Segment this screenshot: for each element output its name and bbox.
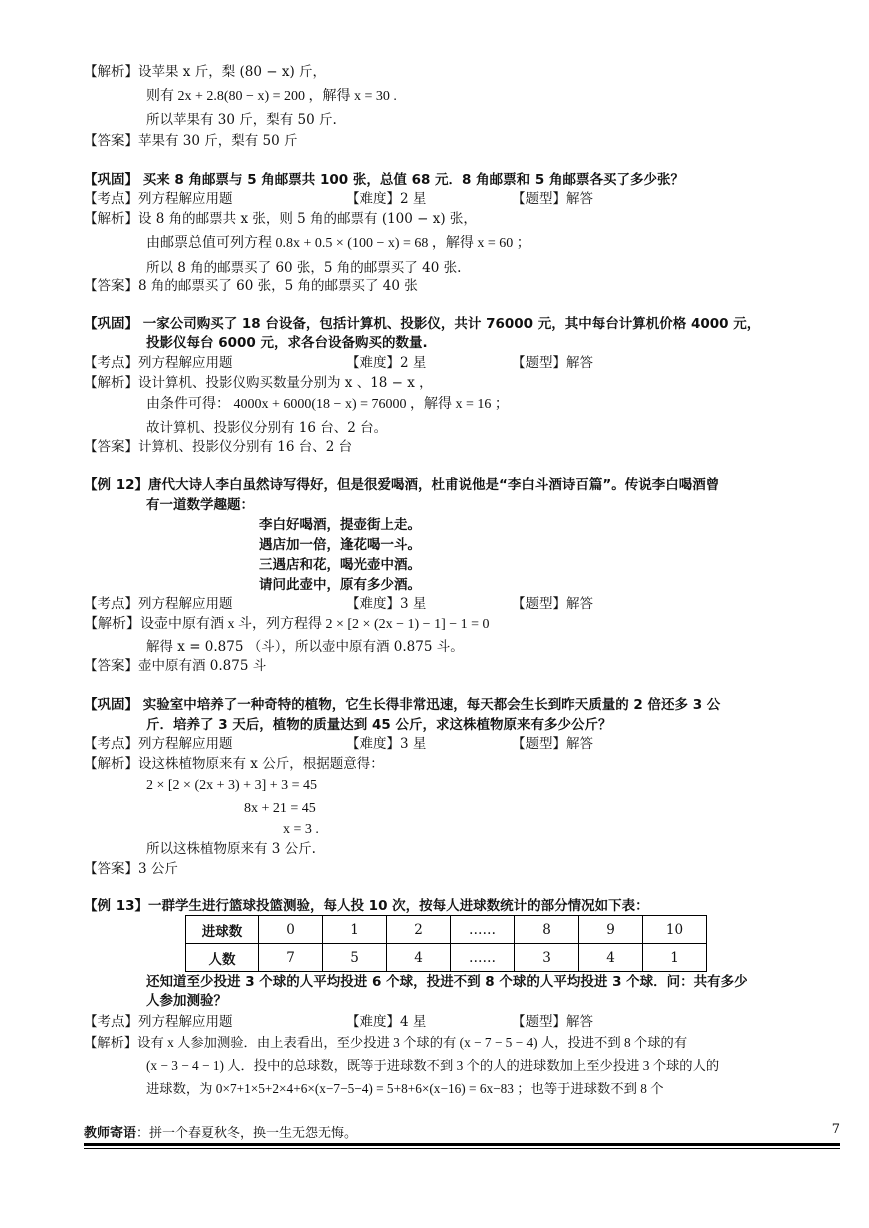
example-question: 【例 13】一群学生进行篮球投篮测验，每人投 10 次，按每人进球数统计的部分情况如下表： — [84, 898, 649, 914]
table-cell: 7 — [259, 944, 323, 972]
solution-line: 则有 2x + 2.8(80 − x) = 200 ，解得 x = 30 . — [146, 89, 397, 104]
meta-topic: 【考点】列方程解应用题 — [84, 596, 233, 612]
table-row — [186, 944, 707, 972]
table-cell: 1 — [643, 944, 707, 972]
exercise-question: 投影仪每台 6000 元，求各台设备购买的数量. — [146, 335, 428, 351]
meta-topic: 【考点】列方程解应用题 — [84, 191, 233, 207]
meta-topic: 【考点】列方程解应用题 — [84, 736, 233, 752]
meta-type: 【题型】解答 — [512, 191, 593, 207]
answer-line: 【答案】8 角的邮票买了 60 张，5 角的邮票买了 40 张 — [84, 278, 418, 294]
table-header-cell: 人数 — [186, 944, 259, 972]
meta-topic: 【考点】列方程解应用题 — [84, 1014, 233, 1030]
table-cell: 0 — [259, 916, 323, 944]
solution-line: 进球数，为 0×7+1×5+2×4+6×(x−7−5−4) = 5+8+6×(x−16) = 6x−83 ；也等于进球数不到 8 个 — [146, 1081, 664, 1096]
page-number: 7 — [831, 1122, 840, 1137]
example-question: 有一道数学趣题： — [146, 497, 254, 513]
solution-line: 解得 x = 0.875 （斗），所以壶中原有酒 0.875 斗。 — [146, 639, 464, 655]
example-question: 还知道至少投进 3 个球的人平均投进 6 个球，投进不到 8 个球的人平均投进 3 个球．问：共有多少 — [146, 974, 748, 990]
solution-line: 【解析】设壶中原有酒 x 斗，列方程得 2 × [2 × (2x − 1) − 1] − 1 = 0 — [84, 617, 490, 632]
footer-rule — [84, 1143, 840, 1146]
meta-difficulty: 【难度】3 星 — [346, 596, 427, 612]
equation-line: x = 3 . — [283, 822, 319, 837]
motto-label: 教师寄语 — [84, 1126, 137, 1141]
example-question: 【例 12】唐代大诗人李白虽然诗写得好，但是很爱喝酒，杜甫说他是“李白斗酒诗百篇”。传说李白喝酒曾 — [84, 477, 720, 493]
solution-line: 【解析】设有 x 人参加测验．由上表看出，至少投进 3 个球的有 (x − 7 − 5 − 4) 人，投进不到 8 个球的有 — [84, 1035, 688, 1050]
answer-line: 【答案】3 公斤 — [84, 861, 178, 877]
meta-difficulty: 【难度】4 星 — [346, 1014, 427, 1030]
meta-difficulty: 【难度】2 星 — [346, 191, 427, 207]
exercise-question: 【巩固】 一家公司购买了 18 台设备，包括计算机、投影仪，共计 76000 元，其中每台计算机价格 4000 元， — [84, 316, 761, 332]
solution-line: 【解析】设 8 角的邮票共 x 张，则 5 角的邮票有 (100 − x) 张， — [84, 211, 477, 227]
meta-difficulty: 【难度】2 星 — [346, 355, 427, 371]
meta-type: 【题型】解答 — [512, 596, 593, 612]
meta-row — [84, 1013, 593, 1031]
table-cell: …… — [451, 916, 515, 944]
poem-line: 请问此壶中，原有多少酒。 — [259, 577, 421, 593]
table-cell: …… — [451, 944, 515, 972]
poem-line: 遇店加一倍，逢花喝一斗。 — [259, 537, 421, 553]
meta-difficulty: 【难度】3 星 — [346, 736, 427, 752]
solution-line: 故计算机、投影仪分别有 16 台、2 台。 — [146, 420, 388, 436]
solution-line: 所以苹果有 30 斤，梨有 50 斤. — [146, 112, 337, 128]
exercise-question: 斤．培养了 3 天后，植物的质量达到 45 公斤，求这株植物原来有多少公斤？ — [146, 717, 612, 733]
answer-line: 【答案】苹果有 30 斤，梨有 50 斤 — [84, 133, 298, 149]
solution-line: 由邮票总值可列方程 0.8x + 0.5 × (100 − x) = 68 ，解得 x = 60 ； — [146, 236, 531, 251]
table-header-cell: 进球数 — [186, 916, 259, 944]
table-cell: 4 — [579, 944, 643, 972]
meta-row — [84, 735, 593, 753]
table-cell: 3 — [515, 944, 579, 972]
meta-row — [84, 354, 593, 372]
solution-line: 【解析】设计算机、投影仪购买数量分别为 x 、18 − x ， — [84, 375, 433, 391]
poem-line: 李白好喝酒，提壶街上走。 — [259, 517, 421, 533]
solution-line: 【解析】设苹果 x 斤，梨 (80 − x) 斤， — [84, 64, 326, 80]
meta-row — [84, 190, 593, 208]
table-cell: 5 — [323, 944, 387, 972]
example-question: 人参加测验？ — [146, 993, 227, 1009]
equation-line: 2 × [2 × (2x + 3) + 3] + 3 = 45 — [146, 778, 318, 793]
answer-line: 【答案】计算机、投影仪分别有 16 台、2 台 — [84, 439, 353, 455]
table-cell: 8 — [515, 916, 579, 944]
table-cell: 1 — [323, 916, 387, 944]
answer-line: 【答案】壶中原有酒 0.875 斗 — [84, 658, 267, 674]
table-cell: 10 — [643, 916, 707, 944]
solution-line: (x − 3 − 4 − 1) 人．投中的总球数，既等于进球数不到 3 个的人的进球数加上至少投进 3 个球的人的 — [146, 1058, 720, 1073]
exercise-question: 【巩固】 买来 8 角邮票与 5 角邮票共 100 张，总值 68 元．8 角邮票和 5 角邮票各买了多少张？ — [84, 172, 684, 188]
meta-type: 【题型】解答 — [512, 1014, 593, 1030]
solution-line: 所以 8 角的邮票买了 60 张，5 角的邮票买了 40 张. — [146, 260, 462, 276]
meta-type: 【题型】解答 — [512, 736, 593, 752]
footer-rule-thin — [84, 1148, 840, 1149]
solution-line: 所以这株植物原来有 3 公斤. — [146, 841, 316, 857]
meta-row — [84, 595, 593, 613]
table-cell: 2 — [387, 916, 451, 944]
solution-line: 【解析】设这株植物原来有 x 公斤，根据题意得： — [84, 756, 384, 772]
exercise-question: 【巩固】 实验室中培养了一种奇特的植物，它生长得非常迅速，每天都会生长到昨天质量的 2 倍还多 3 公 — [84, 697, 721, 713]
score-table — [185, 915, 707, 972]
solution-line: 由条件可得： 4000x + 6000(18 − x) = 76000 ，解得 x = 16 ； — [146, 397, 509, 412]
page-footer — [84, 1122, 840, 1141]
motto-text: ：拼一个春夏秋冬，换一生无怨无悔。 — [136, 1126, 358, 1141]
meta-topic: 【考点】列方程解应用题 — [84, 355, 233, 371]
table-cell: 4 — [387, 944, 451, 972]
meta-type: 【题型】解答 — [512, 355, 593, 371]
poem-line: 三遇店和花，喝光壶中酒。 — [259, 557, 421, 573]
equation-line: 8x + 21 = 45 — [244, 801, 316, 816]
table-row — [186, 916, 707, 944]
table-cell: 9 — [579, 916, 643, 944]
